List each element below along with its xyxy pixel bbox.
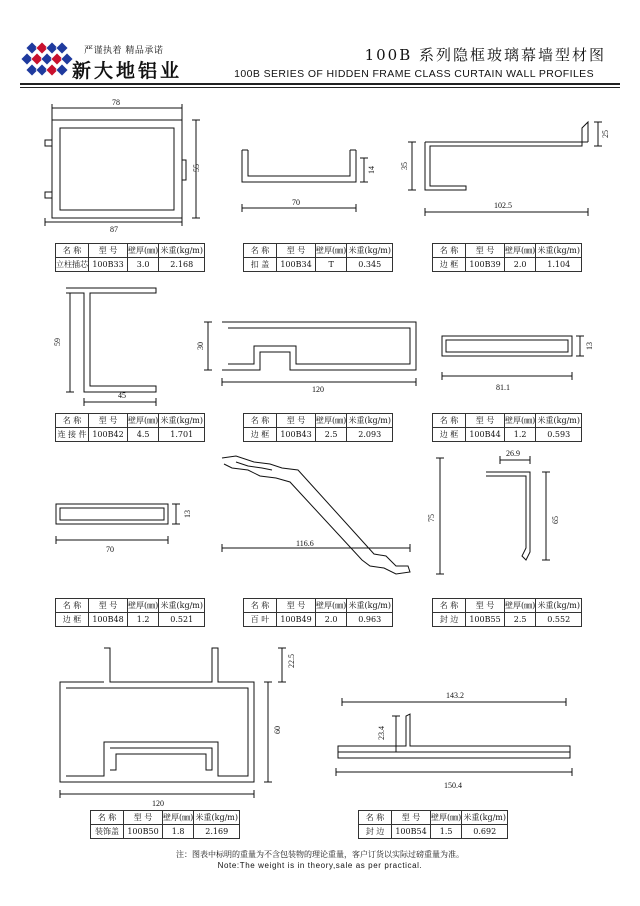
table-cell: 型 号 [466,244,505,258]
table-cell: 2.5 [316,428,347,442]
table-cell: 1.104 [536,258,582,272]
table-cell: 名 称 [433,599,466,613]
dim-label: 65 [551,516,560,524]
drawing-100B34 [242,150,368,212]
table-cell: 0.345 [347,258,393,272]
table-cell: 0.593 [536,428,582,442]
table-cell: 2.093 [347,428,393,442]
dim-label: 22.5 [287,654,296,668]
table-cell: 1.2 [505,428,536,442]
table-cell: T [316,258,347,272]
footer-note-cn: 注：图表中标明的重量为不含包装物的理论重量，客户订货以实际过磅重量为准。 [176,850,464,859]
drawing-100B43 [204,322,416,386]
table-cell: 壁厚(㎜) [505,244,536,258]
table-cell: 3.0 [128,258,159,272]
table-cell: 名 称 [244,244,277,258]
page-title-cn: 100B 系列隐框玻璃幕墙型材图 [364,46,606,64]
table-cell: 100B42 [89,428,128,442]
drawing-100B33 [45,104,200,226]
table-cell: 0.552 [536,613,582,627]
company-slogan: 严谨执着 精品承诺 [84,46,164,56]
table-cell: 名 称 [56,414,89,428]
dim-label: 81.1 [496,383,510,392]
table-cell: 百 叶 [244,613,277,627]
table-cell: 100B44 [466,428,505,442]
table-cell: 1.8 [163,825,194,839]
table-cell: 0.521 [159,613,205,627]
table-cell: 100B33 [89,258,128,272]
table-cell: 2.0 [505,258,536,272]
spec-table-100B43 [243,413,393,442]
drawing-100B50 [60,648,286,798]
table-cell: 名 称 [359,811,392,825]
table-cell: 米重(kg/m) [347,244,393,258]
dim-label: 70 [106,545,114,554]
table-cell: 1.5 [431,825,462,839]
table-cell: 型 号 [277,244,316,258]
table-cell: 2.169 [194,825,240,839]
spec-table-100B48 [55,598,205,627]
dim-label: 116.6 [296,539,314,548]
spec-table-100B39 [432,243,582,272]
page-title-en: 100B SERIES OF HIDDEN FRAME CLASS CURTAIN WALL PROFILES [234,68,594,80]
spec-table-100B33 [55,243,205,272]
table-cell: 100B48 [89,613,128,627]
table-cell: 米重(kg/m) [194,811,240,825]
dim-label: 45 [118,391,126,400]
table-cell: 型 号 [89,414,128,428]
table-cell: 1.2 [128,613,159,627]
spec-table-100B34 [243,243,393,272]
drawing-100B55 [486,456,550,560]
table-cell: 0.963 [347,613,393,627]
table-cell: 型 号 [89,244,128,258]
dim-label: 59 [53,338,62,346]
table-cell: 型 号 [277,414,316,428]
table-cell: 2.168 [159,258,205,272]
table-cell: 100B34 [277,258,316,272]
drawing-100B49 [222,456,444,574]
table-cell: 4.5 [128,428,159,442]
table-cell: 型 号 [392,811,431,825]
table-cell: 壁厚(㎜) [505,599,536,613]
dim-label: 120 [152,799,164,808]
table-cell: 封 边 [359,825,392,839]
table-cell: 壁厚(㎜) [316,244,347,258]
dim-label: 87 [110,225,118,234]
table-cell: 米重(kg/m) [462,811,508,825]
table-cell: 名 称 [91,811,124,825]
table-cell: 壁厚(㎜) [128,599,159,613]
dim-label: 14 [367,166,376,174]
spec-table-100B44 [432,413,582,442]
dim-label: 25 [601,130,610,138]
footer-note-en: Note:The weight is in theory,sale as per practical. [217,861,423,870]
spec-table-100B55 [432,598,582,627]
table-cell: 边 框 [56,613,89,627]
dim-label: 78 [112,98,120,107]
table-cell: 壁厚(㎜) [316,414,347,428]
table-cell: 100B55 [466,613,505,627]
table-cell: 型 号 [89,599,128,613]
drawing-100B54 [336,698,572,776]
dim-label: 150.4 [444,781,462,790]
table-cell: 米重(kg/m) [159,414,205,428]
table-cell: 壁厚(㎜) [316,599,347,613]
table-cell: 壁厚(㎜) [128,244,159,258]
table-cell: 100B43 [277,428,316,442]
drawing-100B48 [56,504,180,544]
dim-label: 143.2 [446,691,464,700]
table-cell: 名 称 [244,599,277,613]
table-cell: 型 号 [124,811,163,825]
table-cell: 立柱插芯 [56,258,89,272]
dim-label: 26.9 [506,449,520,458]
table-cell: 米重(kg/m) [159,599,205,613]
dim-label: 30 [196,342,205,350]
table-cell: 米重(kg/m) [347,414,393,428]
table-cell: 连 接 件 [56,428,89,442]
spec-table-100B50 [90,810,240,839]
dim-label: 23.4 [377,726,386,740]
dim-label: 13 [585,342,594,350]
table-cell: 壁厚(㎜) [431,811,462,825]
dim-label: 55 [192,164,201,172]
drawing-100B44 [442,336,584,380]
dim-label: 70 [292,198,300,207]
company-name: 新大地铝业 [72,60,183,82]
dim-label: 75 [427,514,436,522]
table-cell: 名 称 [56,599,89,613]
dim-label: 35 [400,162,409,170]
table-cell: 名 称 [433,244,466,258]
table-cell: 扣 盖 [244,258,277,272]
table-cell: 型 号 [466,599,505,613]
table-cell: 100B54 [392,825,431,839]
table-cell: 米重(kg/m) [159,244,205,258]
table-cell: 100B50 [124,825,163,839]
table-cell: 米重(kg/m) [347,599,393,613]
dim-label: 120 [312,385,324,394]
table-cell: 型 号 [277,599,316,613]
table-cell: 壁厚(㎜) [128,414,159,428]
spec-table-100B54 [358,810,508,839]
table-cell: 名 称 [244,414,277,428]
table-cell: 米重(kg/m) [536,244,582,258]
dim-label: 13 [183,510,192,518]
table-cell: 100B39 [466,258,505,272]
table-cell: 米重(kg/m) [536,414,582,428]
table-cell: 2.0 [316,613,347,627]
table-cell: 边 框 [433,428,466,442]
table-cell: 壁厚(㎜) [163,811,194,825]
spec-table-100B42 [55,413,205,442]
table-cell: 名 称 [433,414,466,428]
table-cell: 封 边 [433,613,466,627]
table-cell: 边 框 [244,428,277,442]
spec-table-100B49 [243,598,393,627]
table-cell: 2.5 [505,613,536,627]
table-cell: 装饰盖 [91,825,124,839]
table-cell: 1.701 [159,428,205,442]
table-cell: 米重(kg/m) [536,599,582,613]
table-cell: 100B49 [277,613,316,627]
table-cell: 型 号 [466,414,505,428]
drawing-100B42 [66,288,156,406]
table-cell: 0.692 [462,825,508,839]
table-cell: 壁厚(㎜) [505,414,536,428]
table-cell: 名 称 [56,244,89,258]
table-cell: 边 框 [433,258,466,272]
dim-label: 60 [273,726,282,734]
dim-label: 102.5 [494,201,512,210]
